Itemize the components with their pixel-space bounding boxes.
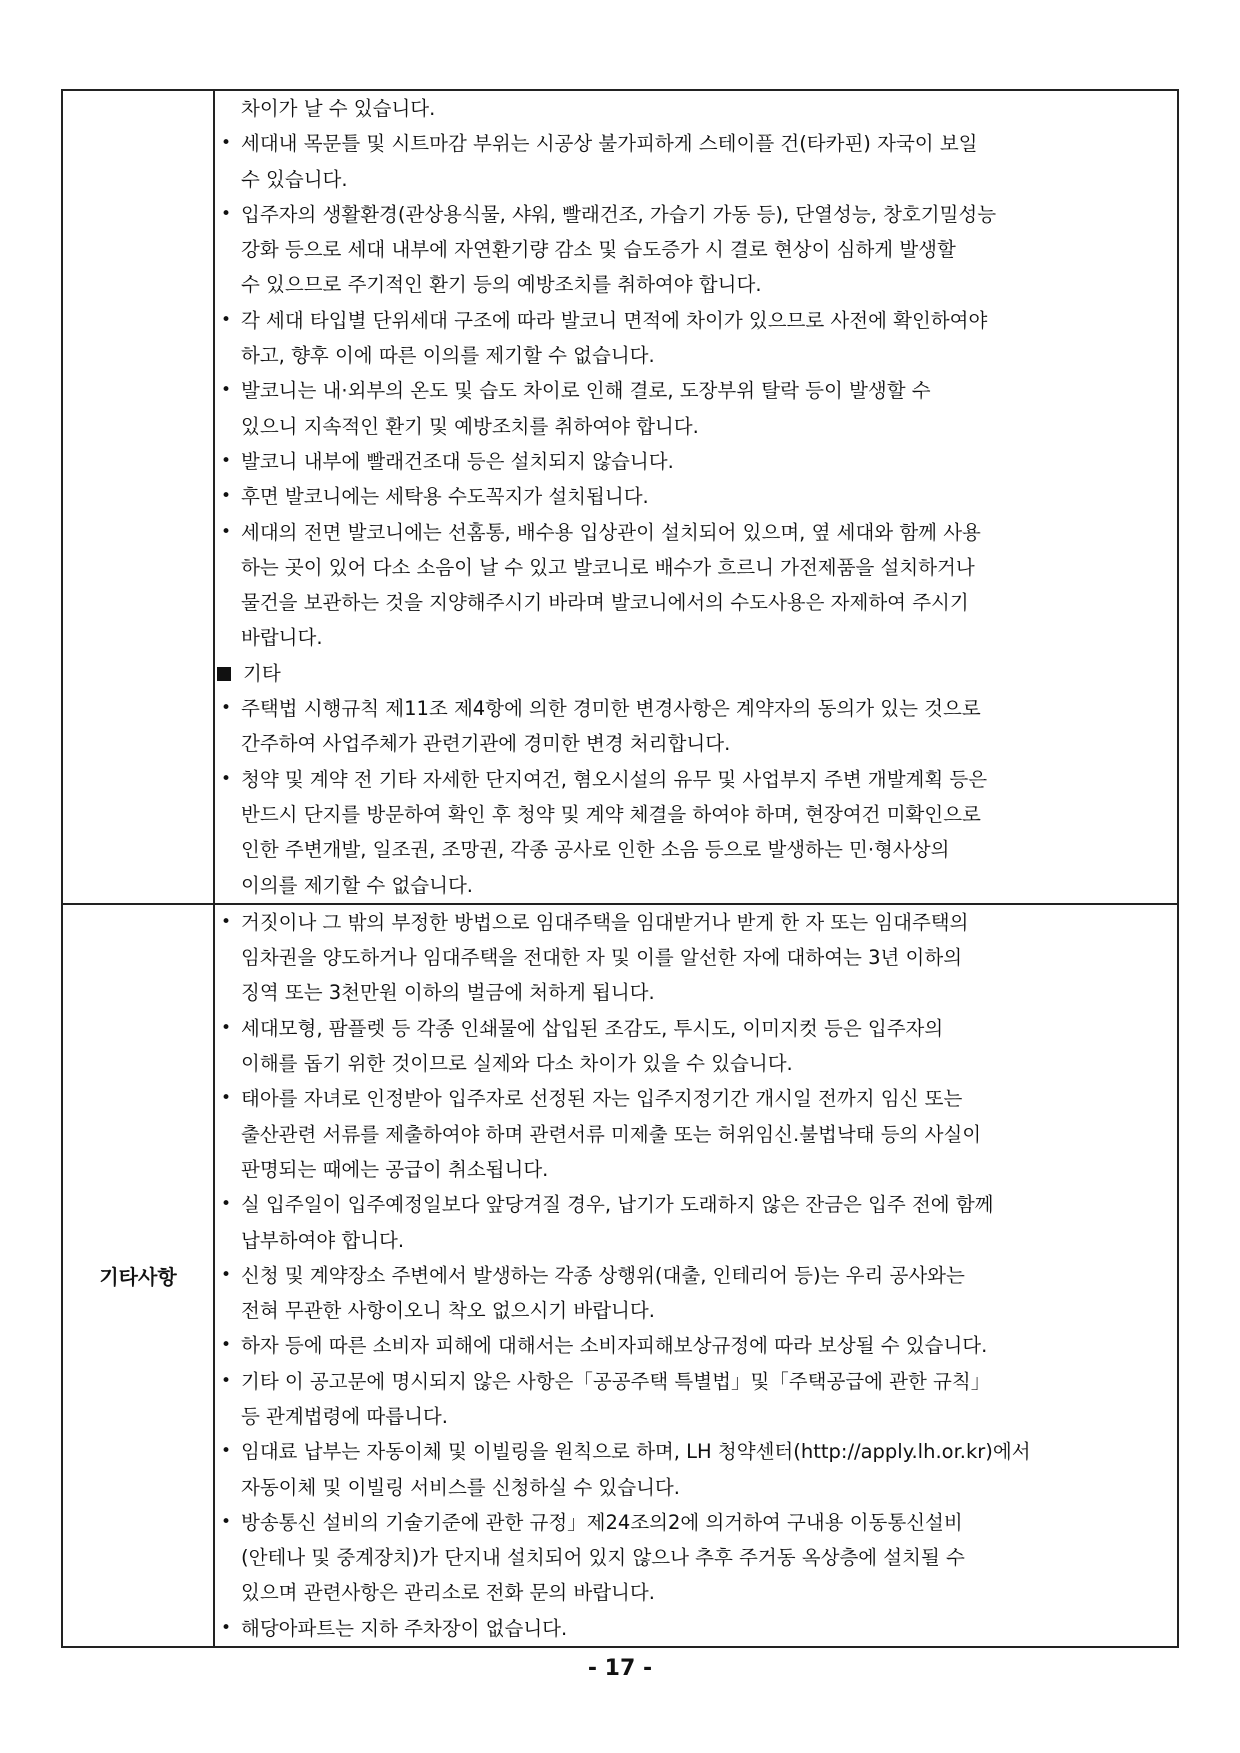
page-number: - 17 - (587, 1656, 653, 1681)
continuation-line: 자동이체 및 이빌링 서비스를 신청하실 수 있습니다. (241, 1475, 680, 1499)
continuation-line: 바랍니다. (241, 626, 323, 650)
table-row (62, 904, 1178, 1647)
row-content (214, 904, 1178, 1647)
continuation-line: 반드시 단지를 방문하여 확인 후 청약 및 계약 체결을 하여야 하며, 현장여건 미확인으로 (241, 802, 981, 826)
bullet-item-line: • 각 세대 타입별 단위세대 구조에 따라 발코니 면적에 차이가 있으므로 사전에 확인하여야 (215, 303, 1177, 338)
continuation-line: 간주하여 사업주체가 관련기관에 경미한 변경 처리합니다. (241, 732, 731, 756)
square-bullet-icon (217, 667, 231, 681)
notice-table-body (62, 90, 1178, 1647)
continuation-line: 전혀 무관한 사항이오니 착오 없으시기 바랍니다. (241, 1299, 655, 1323)
bullet-item-line: • 신청 및 계약장소 주변에서 발생하는 각종 상행위(대출, 인테리어 등)는 우리 공사와는 (215, 1258, 1177, 1293)
bullet-item-line: • 하자 등에 따른 소비자 피해에 대해서는 소비자피해보상규정에 따라 보상될 수 있습니다. (215, 1328, 1177, 1363)
continuation-line: 하는 곳이 있어 다소 소음이 날 수 있고 발코니로 배수가 흐르니 가전제품을 설치하거나 (241, 555, 975, 579)
continuation-line: 징역 또는 3천만원 이하의 벌금에 처하게 됩니다. (241, 981, 655, 1005)
bullet-item-line: • 세대모형, 팜플렛 등 각종 인쇄물에 삽입된 조감도, 투시도, 이미지컷 등은 입주자의 (215, 1011, 1177, 1046)
continuation-line: 출산관련 서류를 제출하여야 하며 관련서류 미제출 또는 허위임신.불법낙태 등의 사실이 (241, 1122, 982, 1146)
continuation-line: 물건을 보관하는 것을 지양해주시기 바라며 발코니에서의 수도사용은 자제하여 주시기 (241, 591, 969, 615)
section-heading (215, 656, 1177, 691)
row-content (214, 90, 1178, 904)
bullet-item-line: • 세대내 목문틀 및 시트마감 부위는 시공상 불가피하게 스테이플 건(타카핀) 자국이 보일 (215, 126, 1177, 161)
bullet-item-line: • 주택법 시행규칙 제11조 제4항에 의한 경미한 변경사항은 계약자의 동의가 있는 것으로 (215, 691, 1177, 726)
continuation-line: 이의를 제기할 수 없습니다. (241, 873, 474, 897)
continuation-line: 있으며 관련사항은 관리소로 전화 문의 바랍니다. (241, 1581, 655, 1605)
section-heading-text: 기타 (243, 661, 281, 685)
table-row (62, 90, 1178, 904)
continuation-line: 등 관계법령에 따릅니다. (241, 1404, 448, 1428)
continuation-line: 이해를 돕기 위한 것이므로 실제와 다소 차이가 있을 수 있습니다. (241, 1052, 793, 1076)
continuation-line: 인한 주변개발, 일조권, 조망권, 각종 공사로 인한 소음 등으로 발생하는 민·형사상의 (241, 838, 950, 862)
bullet-item-line: • 해당아파트는 지하 주차장이 없습니다. (215, 1611, 1177, 1646)
continuation-line: 하고, 향후 이에 따른 이의를 제기할 수 없습니다. (241, 344, 655, 368)
notice-table (61, 89, 1179, 1648)
bullet-item-line: • 입주자의 생활환경(관상용식물, 샤워, 빨래건조, 가습기 가동 등), 단열성능, 창호기밀성능 (215, 197, 1177, 232)
bullet-item-line: • 실 입주일이 입주예정일보다 앞당겨질 경우, 납기가 도래하지 않은 잔금은 입주 전에 함께 (215, 1187, 1177, 1222)
continuation-line: 판명되는 때에는 공급이 취소됩니다. (241, 1157, 549, 1181)
bullet-item-line: • 청약 및 계약 전 기타 자세한 단지여건, 혐오시설의 유무 및 사업부지 주변 개발계획 등은 (215, 762, 1177, 797)
bullet-item-line: • 방송통신 설비의 기술기준에 관한 규정」제24조의2에 의거하여 구내용 이동통신설비 (215, 1505, 1177, 1540)
bullet-item-line: • 발코니 내부에 빨래건조대 등은 설치되지 않습니다. (215, 444, 1177, 479)
bullet-item-line: • 발코니는 내·외부의 온도 및 습도 차이로 인해 결로, 도장부위 탈락 등이 발생할 수 (215, 373, 1177, 408)
continuation-line: (안테나 및 중계장치)가 단지내 설치되어 있지 않으나 추후 주거동 옥상층에 설치될 수 (241, 1546, 965, 1570)
row-label (62, 90, 214, 904)
bullet-item-line: • 세대의 전면 발코니에는 선홈통, 배수용 입상관이 설치되어 있으며, 옆 세대와 함께 사용 (215, 515, 1177, 550)
continuation-line: 납부하여야 합니다. (241, 1228, 405, 1252)
bullet-item-line: • 임대료 납부는 자동이체 및 이빌링을 원칙으로 하며, LH 청약센터(http://apply.lh.or.kr)에서 (215, 1434, 1177, 1469)
bullet-item-line: • 기타 이 공고문에 명시되지 않은 사항은「공공주택 특별법」및「주택공급에 관한 규칙」 (215, 1364, 1177, 1399)
continuation-line: 있으니 지속적인 환기 및 예방조치를 취하여야 합니다. (241, 414, 699, 438)
bullet-item-line: • 후면 발코니에는 세탁용 수도꼭지가 설치됩니다. (215, 479, 1177, 514)
continuation-line: 수 있습니다. (241, 167, 348, 191)
bullet-item-line: • 태아를 자녀로 인정받아 입주자로 선정된 자는 입주지정기간 개시일 전까지 임신 또는 (215, 1081, 1177, 1116)
continuation-line: 임차권을 양도하거나 임대주택을 전대한 자 및 이를 알선한 자에 대하여는 3년 이하의 (241, 946, 963, 970)
continuation-line: 차이가 날 수 있습니다. (241, 97, 436, 120)
row-label: 기타사항 (62, 904, 214, 1647)
continuation-line: 강화 등으로 세대 내부에 자연환기량 감소 및 습도증가 시 결로 현상이 심하게 발생할 (241, 238, 956, 262)
bullet-item-line: • 거짓이나 그 밖의 부정한 방법으로 임대주택을 임대받거나 받게 한 자 또는 임대주택의 (215, 905, 1177, 940)
continuation-line: 수 있으므로 주기적인 환기 등의 예방조치를 취하여야 합니다. (241, 273, 762, 297)
